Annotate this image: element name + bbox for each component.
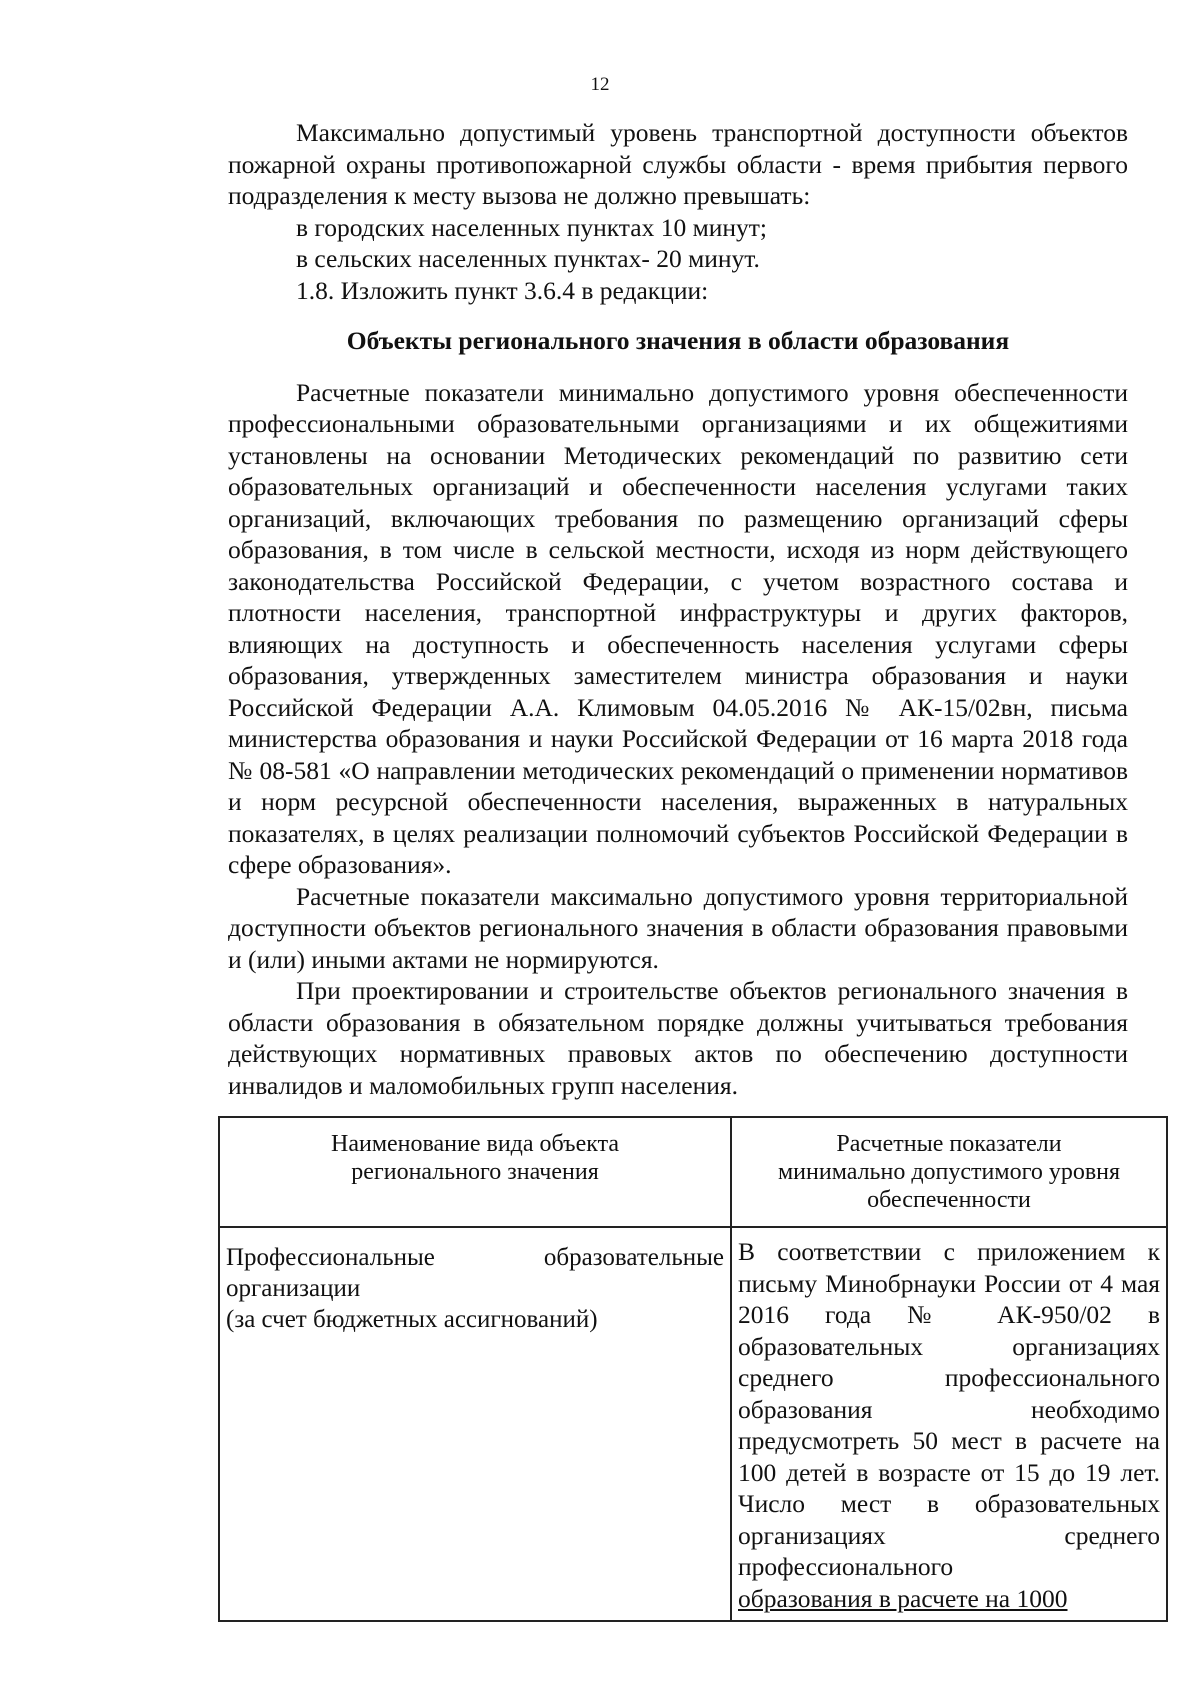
paragraph-urban-time: в городских населенных пунктах 10 минут;: [296, 212, 767, 242]
paragraph-max-indicators: Расчетные показатели максимально допустимого уровня территориальной доступности объектов регионального значения в области образования правовыми и (или) иными актами не нормируются.: [228, 881, 1128, 974]
paragraph-min-indicators: Расчетные показатели минимально допустимого уровня обеспеченности профессиональными образовательными организациями и их общежитиями установлены на основании Методических рекомендаций по развитию сети образовательных организаций и обеспеченности населения услугами таких организаций, включающих требования по размещению организаций сферы образования, в том числе в сельской местности, исходя из норм действующего законодательства Российской Федерации, с учетом возрастного состава и плотности населения, транспортной инфраструктуры и других факторов, влияющих на доступность и обеспеченность населения услугами сферы образования, утвержденных заместителем министра образования и науки Российской Федерации А.А. Климовым 04.05.2016 № АК-15/02вн, письма министерства образования и науки Российской Федерации от 16 марта 2018 года № 08-581 «О направлении методических рекомендаций о применении нормативов и норм ресурсной обеспеченности населения, выраженных в натуральных показателях, в целях реализации полномочий субъектов Российской Федерации в сфере образования».: [228, 377, 1128, 879]
table-cell-object-name: Профессиональные образовательные организации (за счет бюджетных ассигнований): [219, 1227, 731, 1621]
paragraph-amendment: 1.8. Изложить пункт 3.6.4 в редакции:: [296, 275, 709, 305]
truncated-last-line: образования в расчете на 1000: [738, 1583, 1068, 1613]
indicators-table: [218, 1116, 1160, 1622]
paragraph-fire-response: Максимально допустимый уровень транспортной доступности объектов пожарной охраны противопожарной службы области - время прибытия первого подразделения к месту вызова не должно превышать:: [228, 118, 1128, 210]
page-number: 12: [590, 74, 610, 95]
table-header-object-type: Наименование вида объекта регионального значения: [219, 1117, 731, 1227]
table-cell-indicator-value: В соответствии с приложением к письму Минобрнауки России от 4 мая 2016 года № АК-950/02 в образовательных организациях среднего профессионального образования необходимо предусмотреть 50 мест в расчете на 100 детей в возрасте от 15 до 19 лет. Число мест в образовательных организациях среднего профессионального образования в расчете на 1000: [731, 1227, 1167, 1621]
table-header-row: [219, 1117, 1167, 1227]
document-body: [228, 117, 1128, 1101]
table-header-indicators: Расчетные показатели минимально допустимого уровня обеспеченности: [731, 1117, 1167, 1227]
paragraph-rural-time: в сельских населенных пунктах- 20 минут.: [296, 244, 760, 273]
section-heading: Объекты регионального значения в области образования: [346, 326, 1010, 355]
paragraph-accessibility: При проектировании и строительстве объектов регионального значения в области образования в обязательном порядке должны учитываться требования действующих нормативных правовых актов по обеспечению доступности инвалидов и маломобильных групп населения.: [228, 976, 1128, 1100]
table-row: [219, 1227, 1167, 1621]
